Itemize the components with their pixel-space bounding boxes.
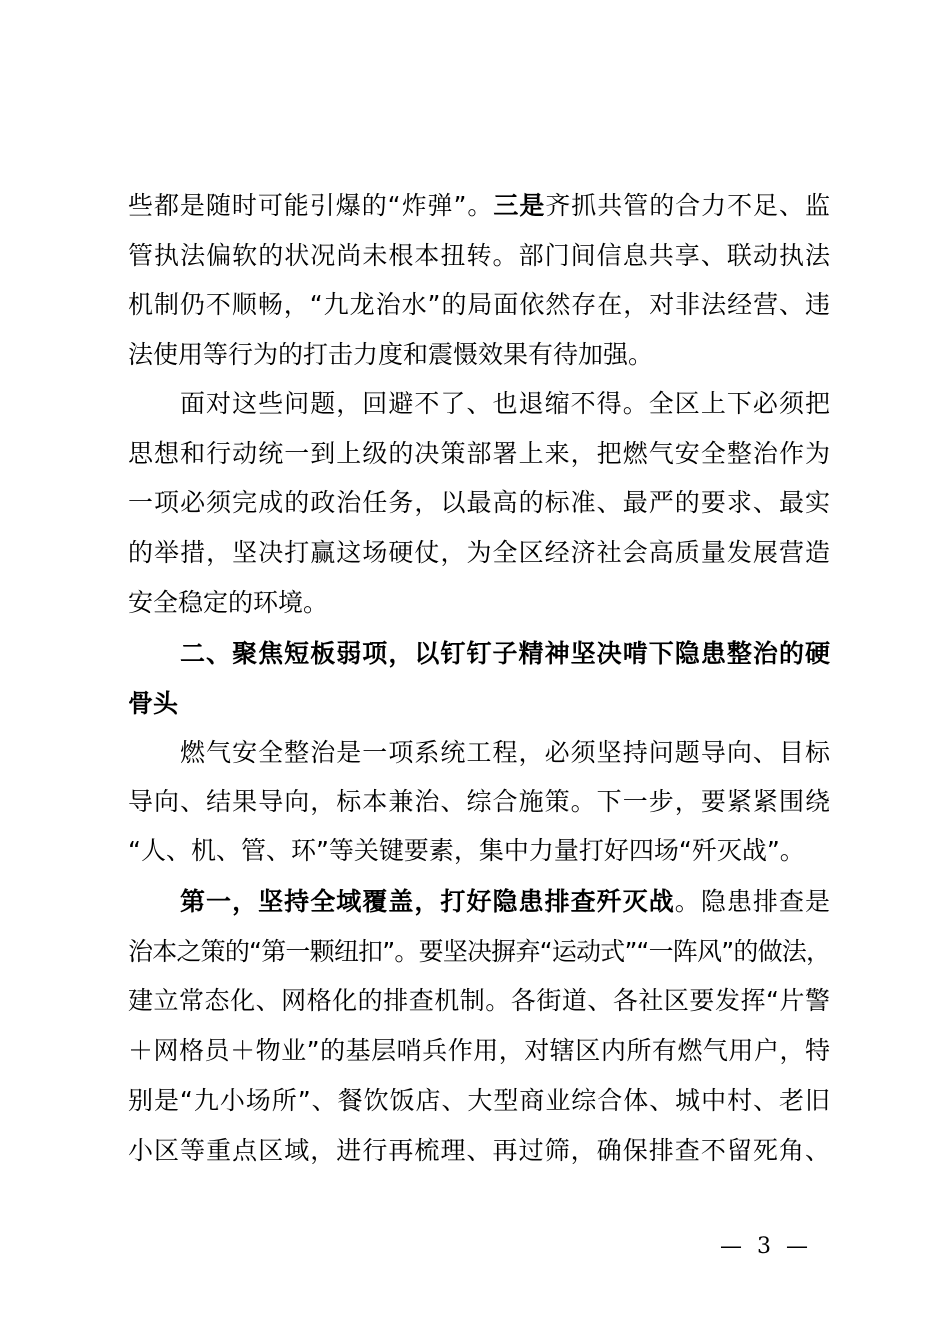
bold-run: 三是 — [493, 191, 546, 220]
text-run: 些都是随时可能引爆的“炸弹”。 — [128, 191, 494, 220]
text-run: 齐抓共管的合力不足、监 — [545, 191, 830, 220]
text-line: 机制仍不顺畅，“九龙治水”的局面依然存在，对非法经营、违 — [128, 290, 830, 319]
section-heading: 骨头 — [128, 689, 179, 718]
text-line: 别是“九小场所”、餐饮饭店、大型商业综合体、城中村、老旧 — [128, 1086, 830, 1115]
text-line — [128, 181, 830, 231]
text-run: 。隐患排查是 — [674, 887, 830, 916]
text-line: “人、机、管、环”等关键要素，集中力量打好四场“歼灭战”。 — [128, 836, 805, 865]
bold-run: 第一，坚持全域覆盖，打好隐患排查歼灭战 — [180, 887, 675, 916]
text-line: 小区等重点区域，进行再梳理、再过筛，确保排查不留死角、 — [128, 1136, 830, 1165]
text-line: 安全稳定的环境。 — [128, 588, 329, 617]
text-line: 燃气安全整治是一项系统工程，必须坚持问题导向、目标 — [180, 738, 830, 767]
text-line: 管执法偏软的状况尚未根本扭转。部门间信息共享、联动执法 — [128, 241, 830, 270]
text-line: 法使用等行为的打击力度和震慑效果有待加强。 — [128, 340, 654, 369]
text-line: 面对这些问题，回避不了、也退缩不得。全区上下必须把 — [180, 389, 830, 418]
text-line: ＋网格员＋物业”的基层哨兵作用，对辖区内所有燃气用户，特 — [128, 1036, 830, 1065]
text-line: 导向、结果导向，标本兼治、综合施策。下一步，要紧紧围绕 — [128, 787, 830, 816]
text-line: 一项必须完成的政治任务，以最高的标准、最严的要求、最实 — [128, 488, 830, 517]
text-line: 思想和行动统一到上级的决策部署上来，把燃气安全整治作为 — [128, 439, 830, 468]
text-line: 建立常态化、网格化的排查机制。各街道、各社区要发挥“片警 — [128, 986, 830, 1015]
section-heading: 二、聚焦短板弱项，以钉钉子精神坚决啃下隐患整治的硬 — [180, 639, 830, 668]
text-line: 治本之策的“第一颗纽扣”。要坚决摒弃“运动式”“一阵风”的做法， — [128, 937, 830, 966]
text-line: 的举措，坚决打赢这场硬仗，为全区经济社会高质量发展营造 — [128, 538, 830, 567]
page-number: — 3 — — [720, 1234, 812, 1259]
text-line — [180, 877, 830, 927]
